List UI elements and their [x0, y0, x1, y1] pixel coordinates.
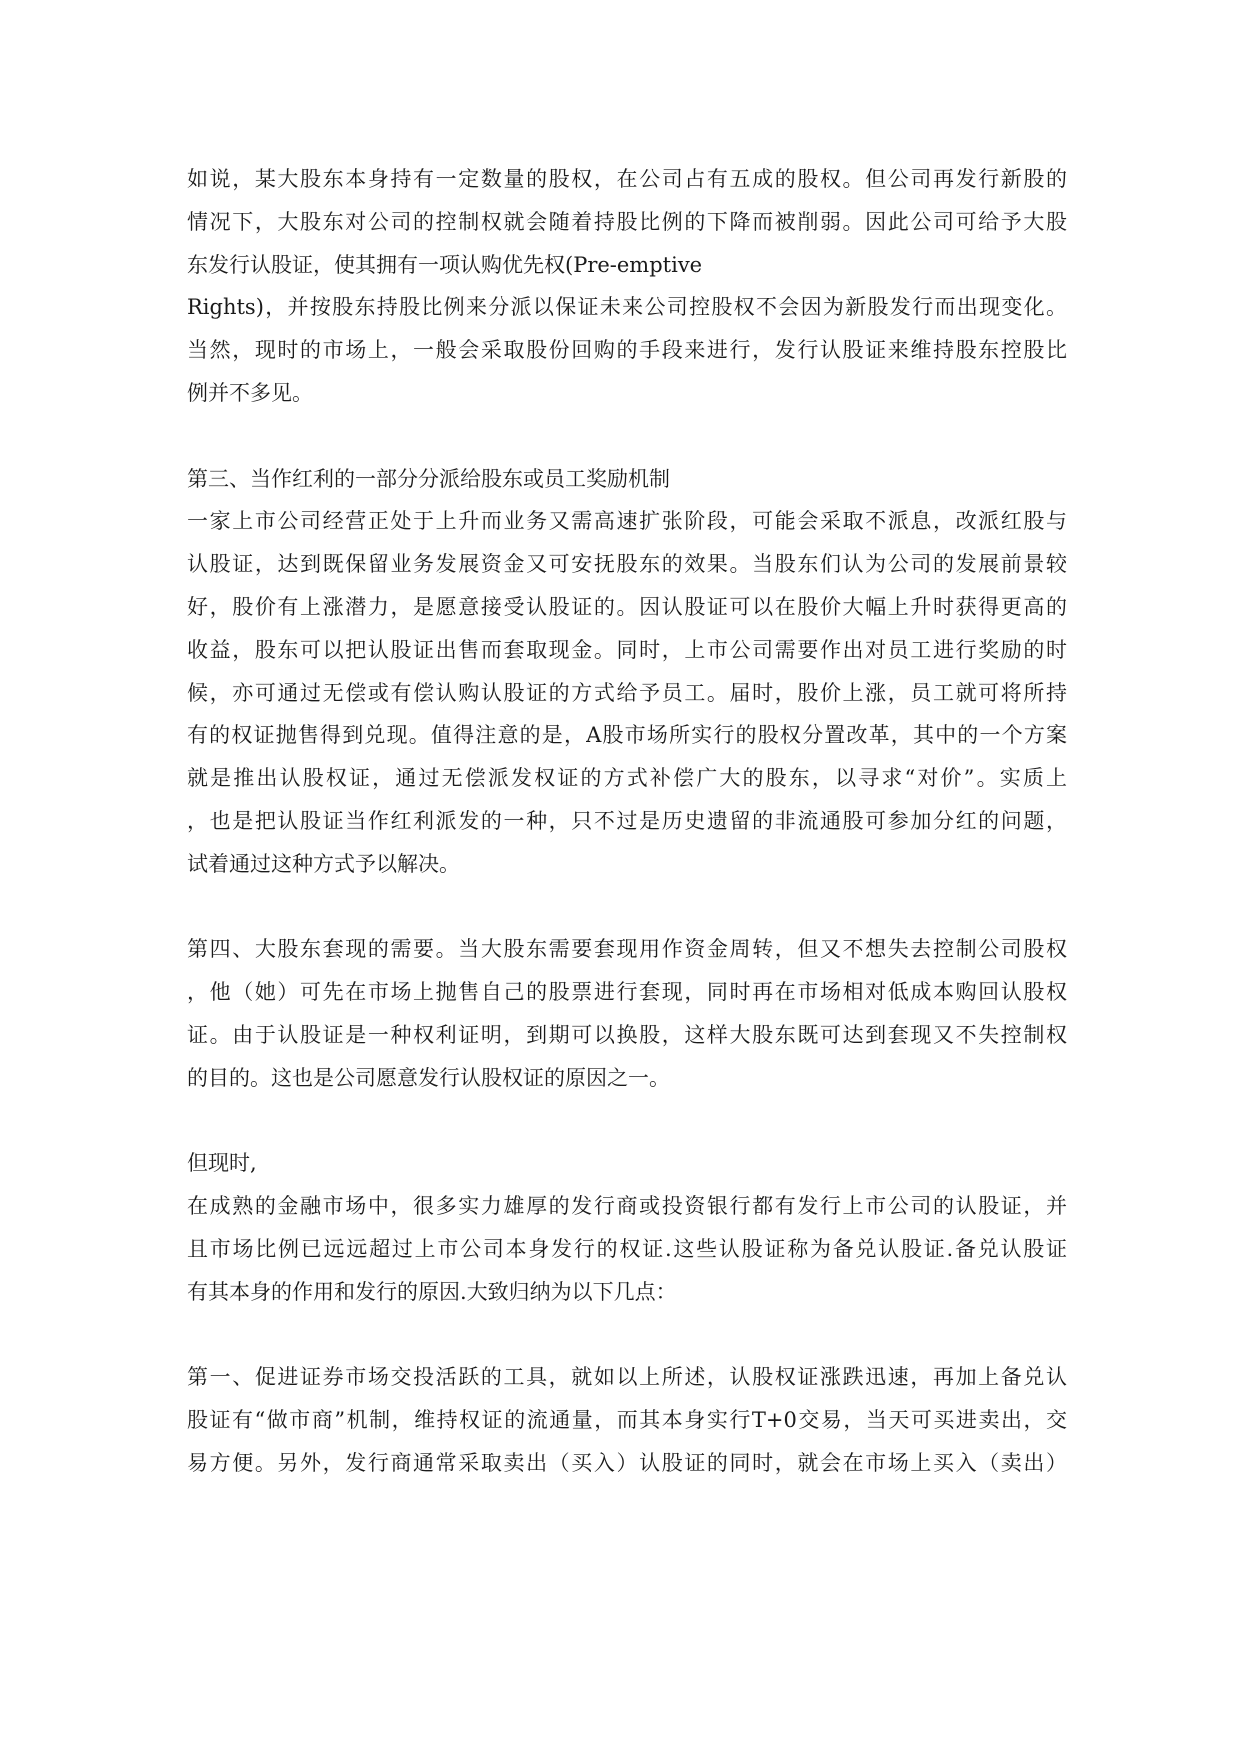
text-line: 证。由于认股证是一种权利证明，到期可以换股，这样大股东既可达到套现又不失控制权: [187, 1022, 1067, 1047]
paragraph: [187, 158, 1067, 415]
text-line: 有的权证抛售得到兑现。值得注意的是，A股市场所实行的股权分置改革，其中的一个方案: [187, 723, 1067, 748]
paragraph-gap: [187, 415, 1067, 458]
text-line: 股证有“做市商”机制，维持权证的流通量，而其本身实行T+0交易，当天可买进卖出，交: [187, 1408, 1067, 1433]
text-line: 有其本身的作用和发行的原因.大致归纳为以下几点：: [187, 1279, 677, 1304]
text-line: 在成熟的金融市场中，很多实力雄厚的发行商或投资银行都有发行上市公司的认股证，并: [187, 1194, 1067, 1219]
text-line: 情况下，大股东对公司的控制权就会随着持股比例的下降而被削弱。因此公司可给予大股: [187, 209, 1067, 234]
text-line: 好，股价有上涨潜力，是愿意接受认股证的。因认股证可以在股价大幅上升时获得更高的: [187, 594, 1067, 619]
text-line: 第四、大股东套现的需要。当大股东需要套现用作资金周转，但又不想失去控制公司股权: [187, 937, 1067, 962]
text-line: ，也是把认股证当作红利派发的一种，只不过是历史遗留的非流通股可参加分红的问题，: [187, 808, 1067, 833]
text-line: 的目的。这也是公司愿意发行认股权证的原因之一。: [187, 1065, 670, 1090]
document-body: [187, 158, 1067, 1485]
text-line: 易方便。另外，发行商通常采取卖出（买入）认股证的同时，就会在市场上买入（卖出）: [187, 1450, 1067, 1475]
paragraph-gap: [187, 886, 1067, 929]
text-line: 认股证，达到既保留业务发展资金又可安抚股东的效果。当股东们认为公司的发展前景较: [187, 552, 1067, 577]
text-line: 当然，现时的市场上，一般会采取股份回购的手段来进行，发行认股证来维持股东控股比: [187, 338, 1067, 363]
paragraph-gap: [187, 1100, 1067, 1143]
text-line: 且市场比例已远远超过上市公司本身发行的权证.这些认股证称为备兑认股证.备兑认股证: [187, 1236, 1067, 1261]
paragraph-gap: [187, 1314, 1067, 1357]
text-line: 就是推出认股权证，通过无偿派发权证的方式补偿广大的股东，以寻求“对价”。实质上: [187, 766, 1067, 791]
text-line: 候，亦可通过无偿或有偿认购认股证的方式给予员工。届时，股价上涨，员工就可将所持: [187, 680, 1067, 705]
text-line: ，他（她）可先在市场上抛售自己的股票进行套现，同时再在市场相对低成本购回认股权: [187, 980, 1067, 1005]
text-line: 但现时,: [187, 1151, 257, 1176]
text-line: 东发行认股证，使其拥有一项认购优先权(Pre-emptive: [187, 252, 703, 277]
text-line: 第三、当作红利的一部分分派给股东或员工奖励机制: [187, 466, 670, 491]
paragraph: [187, 1356, 1067, 1484]
text-line: 收益，股东可以把认股证出售而套取现金。同时，上市公司需要作出对员工进行奖励的时: [187, 637, 1067, 662]
paragraph: [187, 458, 1067, 886]
paragraph: [187, 1142, 1067, 1313]
text-line: Rights)，并按股东持股比例来分派以保证未来公司控股权不会因为新股发行而出现变化。: [187, 295, 1067, 320]
text-line: 例并不多见。: [187, 380, 313, 405]
text-line: 试着通过这种方式予以解决。: [187, 851, 460, 876]
text-line: 一家上市公司经营正处于上升而业务又需高速扩张阶段，可能会采取不派息，改派红股与: [187, 509, 1067, 534]
text-line: 如说，某大股东本身持有一定数量的股权，在公司占有五成的股权。但公司再发行新股的: [187, 167, 1067, 191]
paragraph: [187, 928, 1067, 1099]
text-line: 第一、促进证券市场交投活跃的工具，就如以上所述，认股权证涨跌迅速，再加上备兑认: [187, 1365, 1067, 1390]
